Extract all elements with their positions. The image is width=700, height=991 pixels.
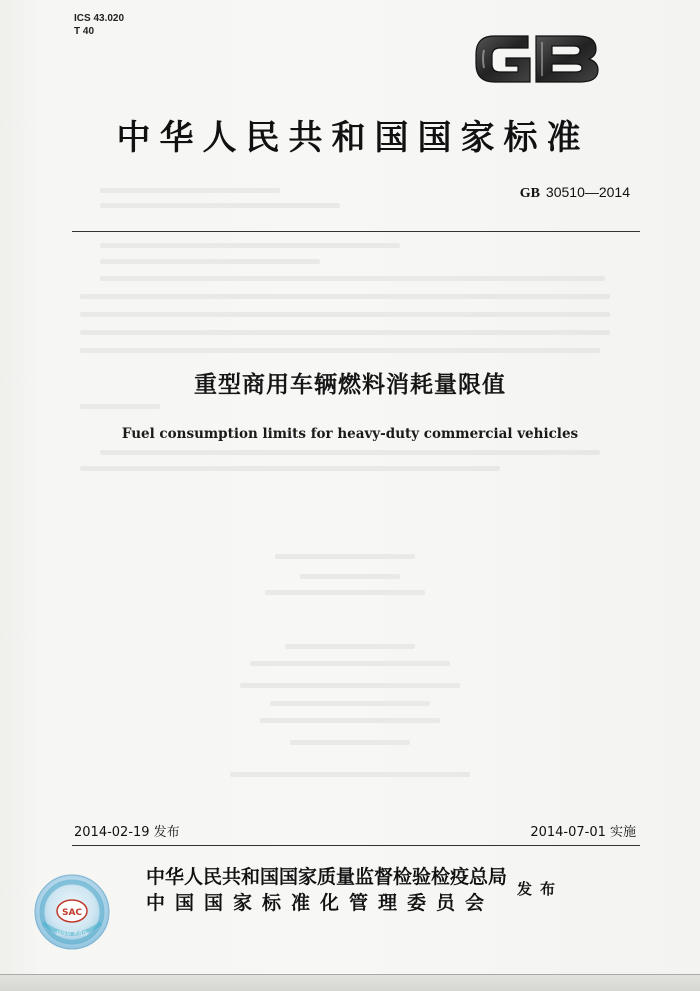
classification-codes	[74, 12, 124, 38]
footer-divider	[72, 845, 640, 846]
publisher-aqsiq: 中华人民共和国国家质量监督检验检疫总局	[146, 866, 508, 888]
standard-number-value: 30510—2014	[545, 184, 630, 200]
category-code: T 40	[74, 26, 95, 37]
document-title-chinese: 重型商用车辆燃料消耗量限值	[194, 372, 506, 398]
standard-prefix: GB	[519, 186, 540, 201]
page-bottom-edge	[0, 974, 700, 991]
date-row	[74, 821, 636, 839]
ics-code: ICS 43.020	[74, 13, 125, 24]
standard-number	[520, 184, 630, 202]
gb-logo	[470, 28, 604, 90]
issue-date: 2014-02-19 发布	[74, 825, 180, 840]
publish-label: 发布	[517, 880, 564, 898]
document-title-english: Fuel consumption limits for heavy-duty commercial vehicles	[121, 426, 579, 442]
implementation-date: 2014-07-01 实施	[530, 825, 636, 840]
seal-bottom-text: 刮涂层 查真伪	[56, 931, 88, 937]
seal-center-text: SAC	[61, 908, 83, 918]
publisher-sac: 中国国家标准化管理委员会	[146, 892, 495, 914]
header-divider	[72, 231, 640, 232]
anti-counterfeit-seal	[33, 873, 111, 951]
national-standard-heading: 中华人民共和国国家标准	[116, 118, 590, 158]
